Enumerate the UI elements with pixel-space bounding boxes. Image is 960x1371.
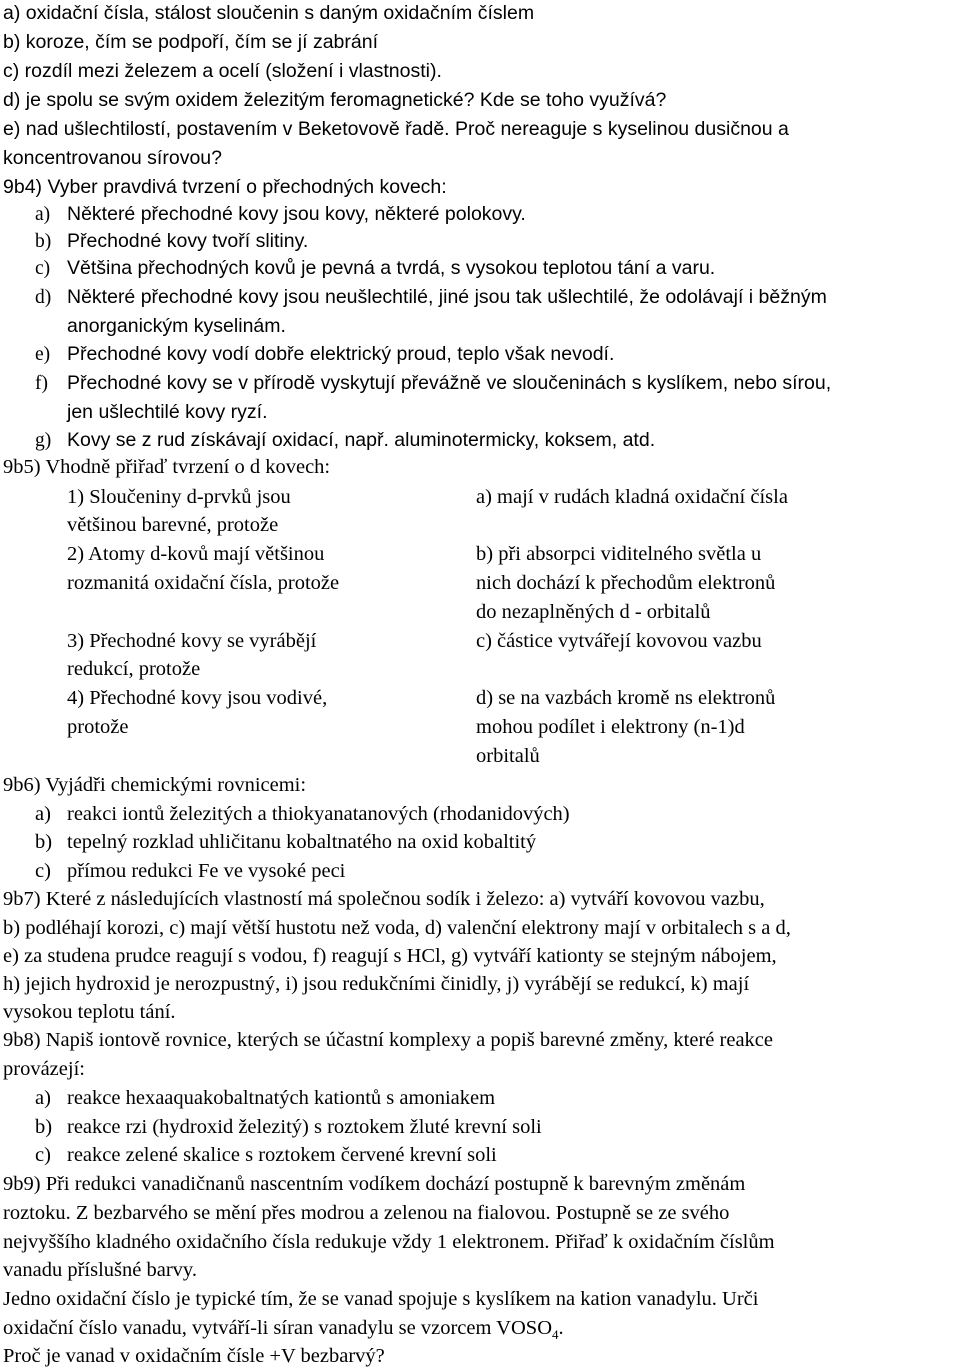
q9b8-item-c: reakce zelené skalice s roztokem červené krevní soli [67, 1144, 497, 1166]
q9b4-item-f-cont: jen ušlechtilé kovy ryzí. [67, 401, 268, 423]
q9b5-right-a: a) mají v rudách kladná oxidační čísla [476, 486, 788, 508]
q9b4-item-g: Kovy se z rud získávají oxidací, např. aluminotermicky, koksem, atd. [67, 429, 656, 451]
q9b9-last-line: Proč je vanad v oxidačním čísle +V bezbarvý? [3, 1345, 385, 1367]
q9b4-marker-a: a) [35, 204, 51, 225]
q9b4-item-e: Přechodné kovy vodí dobře elektrický proud, teplo však nevodí. [67, 343, 615, 365]
q9b4-item-f: Přechodné kovy se v přírodě vyskytují převážně ve sloučeninách s kyslíkem, nebo sírou, [67, 372, 832, 394]
q9b4-marker-e: e) [35, 344, 51, 365]
q9b8-item-a: reakce hexaaquakobaltnatých kationtů s amoniakem [67, 1087, 496, 1109]
topic-a: a) oxidační čísla, stálost sloučenin s daným oxidačním číslem [3, 2, 535, 24]
q9b9-line-2: roztoku. Z bezbarvého se mění přes modrou a zelenou na fialovou. Postupně se ze svého [3, 1202, 730, 1224]
q9b8-marker-a: a) [35, 1087, 51, 1109]
q9b5-left-4-line1: 4) Přechodné kovy jsou vodivé, [67, 687, 328, 709]
q9b5-left-1-line2: většinou barevné, protože [67, 514, 279, 536]
q9b9-formula-subscript: 4 [552, 1327, 559, 1343]
q9b4-marker-d: d) [35, 287, 52, 308]
topic-b: b) koroze, čím se podpoří, čím se jí zabrání [3, 31, 378, 53]
q9b8-marker-b: b) [35, 1116, 53, 1138]
q9b4-heading: 9b4) Vyber pravdivá tvrzení o přechodných kovech: [3, 176, 447, 198]
q9b5-left-1-line1: 1) Sloučeniny d-prvků jsou [67, 486, 291, 508]
q9b4-item-b: Přechodné kovy tvoří slitiny. [67, 230, 309, 252]
q9b6-item-a: reakci iontů železitých a thiokyanatanových (rhodanidových) [67, 803, 570, 825]
q9b4-item-d-cont: anorganickým kyselinám. [67, 315, 286, 337]
q9b8-line-2: provázejí: [3, 1058, 85, 1080]
q9b5-right-d-line2: mohou podílet i elektrony (n-1)d [476, 716, 745, 738]
q9b9-formula-prefix: oxidační číslo vanadu, vytváří-li síran vanadylu se vzorcem VOSO [3, 1317, 552, 1339]
q9b4-item-c: Většina přechodných kovů je pevná a tvrdá, s vysokou teplotou tání a varu. [67, 257, 716, 279]
q9b5-right-d-line3: orbitalů [476, 745, 540, 767]
q9b9-line-5: Jedno oxidační číslo je typické tím, že se vanad spojuje s kyslíkem na kation vanadylu. Urči [3, 1288, 759, 1310]
q9b4-marker-b: b) [35, 231, 52, 252]
topic-e: e) nad ušlechtilostí, postavením v Beketovově řadě. Proč nereaguje s kyselinou dusičnou a [3, 118, 789, 140]
q9b6-item-c: přímou redukci Fe ve vysoké peci [67, 860, 346, 882]
q9b6-heading: 9b6) Vyjádři chemickými rovnicemi: [3, 774, 307, 796]
q9b9-formula-suffix: . [558, 1317, 564, 1339]
q9b6-marker-a: a) [35, 803, 51, 825]
q9b6-marker-b: b) [35, 831, 53, 853]
q9b5-right-b-line2: nich dochází k přechodům elektronů [476, 572, 776, 594]
q9b5-left-3-line2: redukcí, protože [67, 658, 201, 680]
q9b5-right-b-line1: b) při absorpci viditelného světla u [476, 543, 762, 565]
q9b5-left-4-line2: protože [67, 716, 129, 738]
q9b5-heading: 9b5) Vhodně přiřaď tvrzení o d kovech: [3, 456, 331, 478]
q9b7-line-2: b) podléhají korozi, c) mají větší hustotu než voda, d) valenční elektrony mají v orbitalech s a d, [3, 917, 791, 939]
q9b5-left-2-line1: 2) Atomy d-kovů mají většinou [67, 543, 325, 565]
q9b6-item-b: tepelný rozklad uhličitanu kobaltnatého na oxid kobaltitý [67, 831, 537, 853]
q9b5-left-2-line2: rozmanitá oxidační čísla, protože [67, 572, 340, 594]
q9b4-marker-c: c) [35, 258, 51, 279]
q9b8-marker-c: c) [35, 1144, 51, 1166]
q9b4-marker-f: f) [35, 373, 48, 394]
q9b5-left-3-line1: 3) Přechodné kovy se vyrábějí [67, 630, 317, 652]
q9b7-line-3: e) za studena prudce reagují s vodou, f) reagují s HCl, g) vytváří kationty se stejným nábojem, [3, 945, 777, 967]
q9b7-line-5: vysokou teplotu tání. [3, 1001, 176, 1023]
q9b7-line-4: h) jejich hydroxid je nerozpustný, i) jsou redukčními činidly, j) vyrábějí se redukcí, k) mají [3, 973, 750, 995]
q9b9-line-4: vanadu příslušné barvy. [3, 1259, 197, 1281]
q9b9-line-3: nejvyššího kladného oxidačního čísla redukuje vždy 1 elektronem. Přiřaď k oxidačním číslům [3, 1231, 775, 1253]
q9b9-formula-line [3, 1314, 564, 1343]
q9b9-line-1: 9b9) Při redukci vanadičnanů nascentním vodíkem dochází postupně k barevným změnám [3, 1173, 746, 1195]
q9b5-right-b-line3: do nezaplněných d - orbitalů [476, 601, 711, 623]
q9b5-right-c: c) částice vytvářejí kovovou vazbu [476, 630, 762, 652]
q9b4-item-d: Některé přechodné kovy jsou neušlechtilé, jiné jsou tak ušlechtilé, že odolávají i běžným [67, 286, 827, 308]
q9b5-right-d-line1: d) se na vazbách kromě ns elektronů [476, 687, 776, 709]
q9b4-marker-g: g) [35, 430, 52, 451]
q9b7-line-1: 9b7) Které z následujících vlastností má společnou sodík i železo: a) vytváří kovovou vazbu, [3, 888, 765, 910]
q9b8-line-1: 9b8) Napiš iontově rovnice, kterých se účastní komplexy a popiš barevné změny, které reakce [3, 1029, 773, 1051]
q9b8-item-b: reakce rzi (hydroxid železitý) s roztokem žluté krevní soli [67, 1116, 542, 1138]
q9b6-marker-c: c) [35, 860, 51, 882]
topic-c: c) rozdíl mezi železem a ocelí (složení i vlastnosti). [3, 60, 442, 82]
topic-d: d) je spolu se svým oxidem železitým feromagnetické? Kde se toho využívá? [3, 89, 667, 111]
topic-e-cont: koncentrovanou sírovou? [3, 147, 222, 169]
q9b4-item-a: Některé přechodné kovy jsou kovy, některé polokovy. [67, 203, 526, 225]
